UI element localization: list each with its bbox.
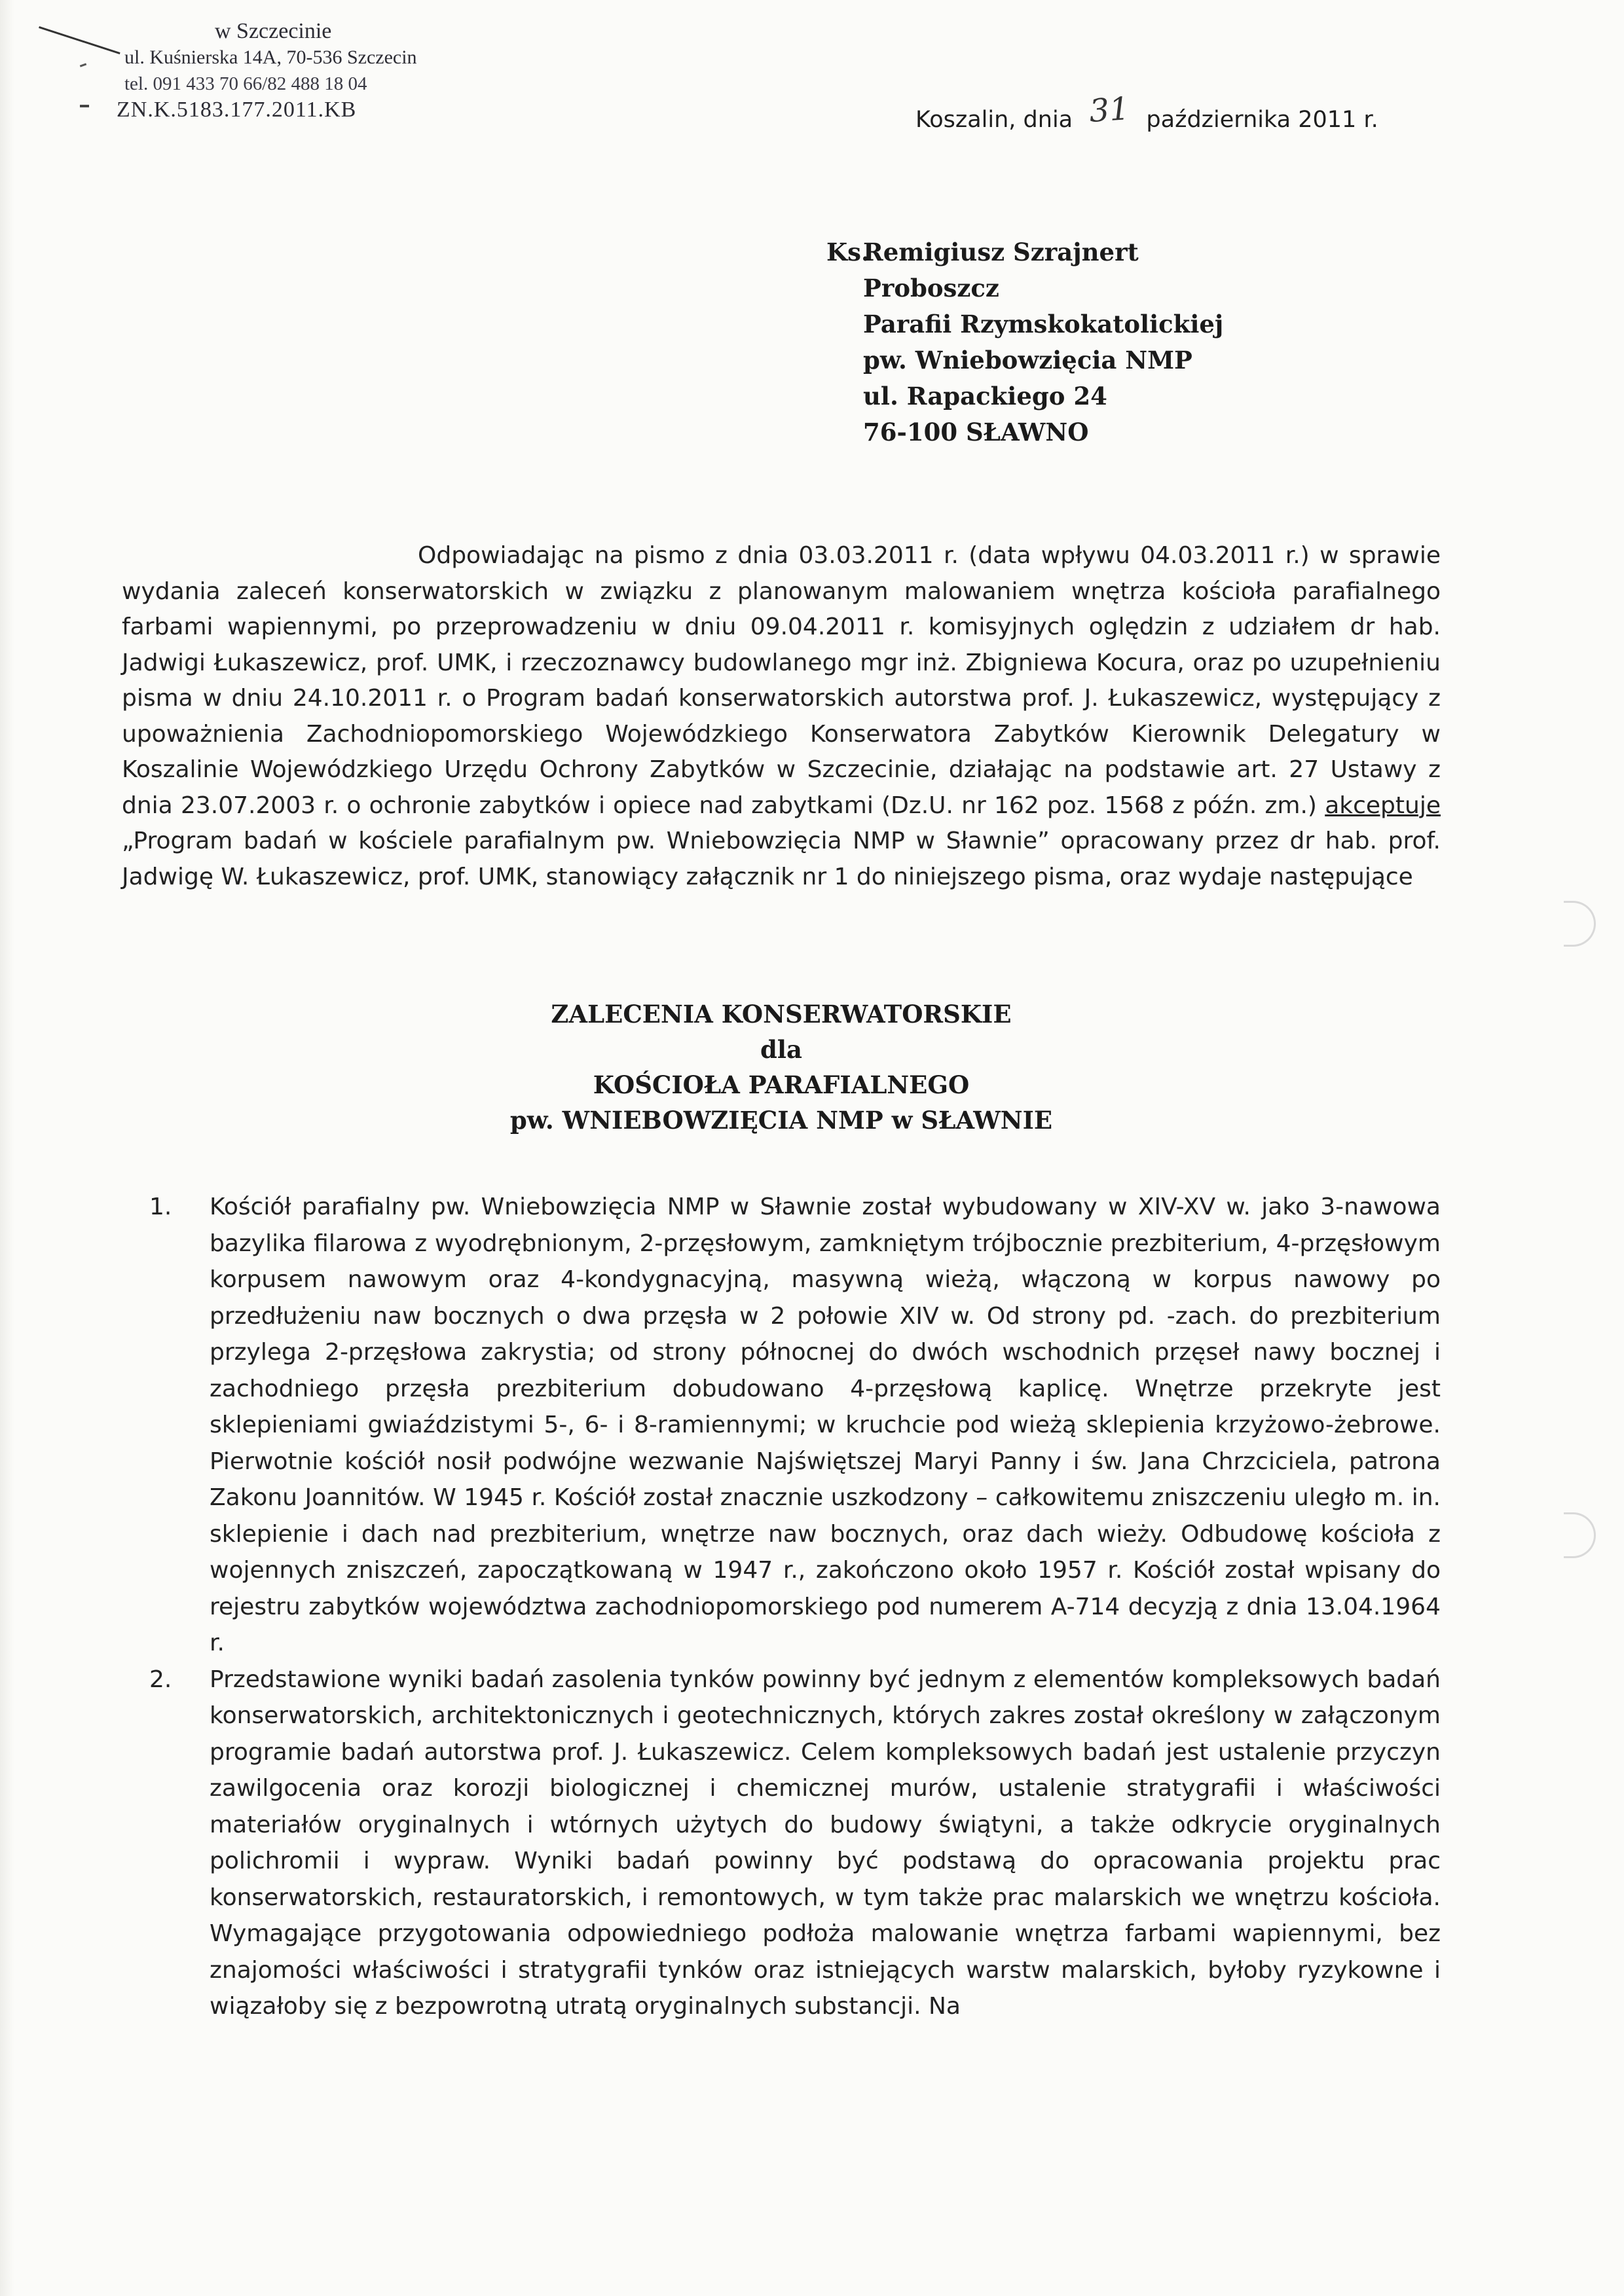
recipient-line: Proboszcz <box>863 274 999 302</box>
stamp-mark <box>80 105 89 107</box>
date-month-year: października 2011 r. <box>1146 107 1378 133</box>
recommendations-list <box>149 1189 1441 2025</box>
heading-line-4: pw. WNIEBOWZIĘCIA NMP w SŁAWNIE <box>509 1106 1053 1135</box>
heading-line-3: KOŚCIOŁA PARAFIALNEGO <box>593 1070 970 1099</box>
date-line <box>915 90 1378 135</box>
recipient-line: pw. Wniebowzięcia NMP <box>863 346 1192 374</box>
list-item-number: 1. <box>149 1194 172 1220</box>
recipient-line: 76-100 SŁAWNO <box>863 418 1089 446</box>
letterhead-line-1: w Szczecinie <box>215 19 332 43</box>
handwritten-day: 31 <box>1088 90 1131 130</box>
list-item-text: Kościół parafialny pw. Wniebowzięcia NMP w Sławnie został wybudowany w XIV-XV w. jako 3-nawowa bazylika filarowa z wyodrębnionym, 2-przęsłowym, zamkniętym trójbocznie prezbiterium, 4-przęsłowym korpusem nawowym oraz 4-kondygnacyjną, masywną wieżą, włączoną w korpus nawowy po przedłużeniu naw bocznych o dwa przęsła w 2 połowie XIV w. Od strony pd. -zach. do prezbiterium przylega 2-przęsłowa zakrystia; od strony północnej do dwóch wschodnich przęseł nawy bocznej i zachodniego przęsła prezbiterium dobudowano 4-przęsłową kaplicę. Wnętrze przekryte jest sklepieniami gwiaździstymi 5-, 6- i 8-ramiennymi; w kruchcie pod wieżą sklepienia krzyżowo-żebrowe. Pierwotnie kościół nosił podwójne wezwanie Najświętszej Maryi Panny i św. Jana Chrzciciela, patrona Zakonu Joannitów. W 1945 r. Kościół został znacznie uszkodzony – całkowitemu zniszczeniu uległo m. in. sklepienie i dach nad prezbiterium, wnętrze naw bocznych, oraz dach wieży. Odbudowę kościoła z wojennych zniszczeń, zapoczątkowaną w 1947 r., zakończono około 1957 r. Kościół został wpisany do rejestru zabytków województwa zachodniopomorskiego pod numerem A-714 decyzją z dnia 13.04.1964 r. <box>210 1194 1441 1656</box>
list-item-number: 2. <box>149 1666 172 1693</box>
heading-line-2: dla <box>760 1035 802 1064</box>
letterhead-line-3: tel. 091 433 70 66/82 488 18 04 <box>124 73 367 94</box>
list-item <box>149 1189 1441 1662</box>
scan-edge-shadow <box>0 0 14 2296</box>
recipient-line: Parafii Rzymskokatolickiej <box>863 310 1224 338</box>
heading-line-1: ZALECENIA KONSERWATORSKIE <box>551 1000 1012 1029</box>
stamp-mark <box>29 26 120 82</box>
intro-paragraph <box>122 538 1441 895</box>
punch-hole-mark <box>1564 1512 1596 1558</box>
punch-hole-mark <box>1564 901 1596 947</box>
section-heading <box>122 996 1441 1138</box>
list-item <box>149 1662 1441 2025</box>
intro-text-start: Odpowiadając na pismo z dnia 03.03.2011 r. (data wpływu 04.03.2011 r.) w sprawie wydania zaleceń konserwatorskich w związku z planowanym malowaniem wnętrza kościoła parafialnego farbami wapiennymi, po przeprowadzeniu w dniu 09.04.2011 r. komisyjnych oględzin z udziałem dr hab. Jadwigi Łukaszewicz, prof. UMK, i rzeczoznawcy budowlanego mgr inż. Zbigniewa Kocura, oraz po uzupełnieniu pisma w dniu 24.10.2011 r. o Program badań konserwatorskich autorstwa prof. J. Łukaszewicz, występujący z upoważnienia Zachodniopomorskiego Wojewódzkiego Konserwatora Zabytków Kierownik Delegatury w Koszalinie Wojewódzkiego Urzędu Ochrony Zabytków w Szczecinie, działając na podstawie art. 27 Ustawy z dnia 23.07.2003 r. o ochronie zabytków i opiece nad zabytkami (Dz.U. nr 162 poz. 1568 z późn. zm.) <box>122 542 1441 819</box>
intro-text-end: „Program badań w kościele parafialnym pw. Wniebowzięcia NMP w Sławnie” opracowany przez dr hab. prof. Jadwigę W. Łukaszewicz, prof. UMK, stanowiący załącznik nr 1 do niniejszego pisma, oraz wydaje następujące <box>122 828 1441 890</box>
letterhead-line-2: ul. Kuśnierska 14A, 70-536 Szczecin <box>124 46 417 68</box>
date-place: Koszalin, dnia <box>915 107 1073 133</box>
intro-underlined-word: akceptuje <box>1325 792 1441 819</box>
recipient-prefix: Ks. <box>826 238 870 266</box>
list-item-text: Przedstawione wyniki badań zasolenia tynków powinny być jednym z elementów kompleksowych badań konserwatorskich, architektonicznych i geotechnicznych, których zakres został określony w załączonym programie badań autorstwa prof. J. Łukaszewicz. Celem kompleksowych badań jest ustalenie przyczyn zawilgocenia oraz korozji biologicznej i chemicznej murów, ustalenie stratygrafii i właściwości materiałów oryginalnych i wtórnych użytych do budowy świątyni, a także odkrycie oryginalnych polichromii i wypraw. Wyniki badań powinny być podstawą do opracowania projektu prac konserwatorskich, restauratorskich, i remontowych, w tym także prac malarskich we wnętrzu kościoła. Wymagające przygotowania odpowiedniego podłoża malowanie wnętrza farbami wapiennymi, bez znajomości właściwości i stratygrafii tynków oraz istniejących warstw malarskich, byłoby ryzykowne i wiązałoby się z bezpowrotną utratą oryginalnych substancji. Na <box>210 1666 1441 2020</box>
reference-number: ZN.K.5183.177.2011.KB <box>117 98 357 122</box>
recipient-address <box>826 234 1224 450</box>
recipient-line: ul. Rapackiego 24 <box>863 382 1107 410</box>
letterhead-stamp <box>117 18 417 123</box>
recipient-line: Remigiusz Szrajnert <box>863 238 1139 266</box>
